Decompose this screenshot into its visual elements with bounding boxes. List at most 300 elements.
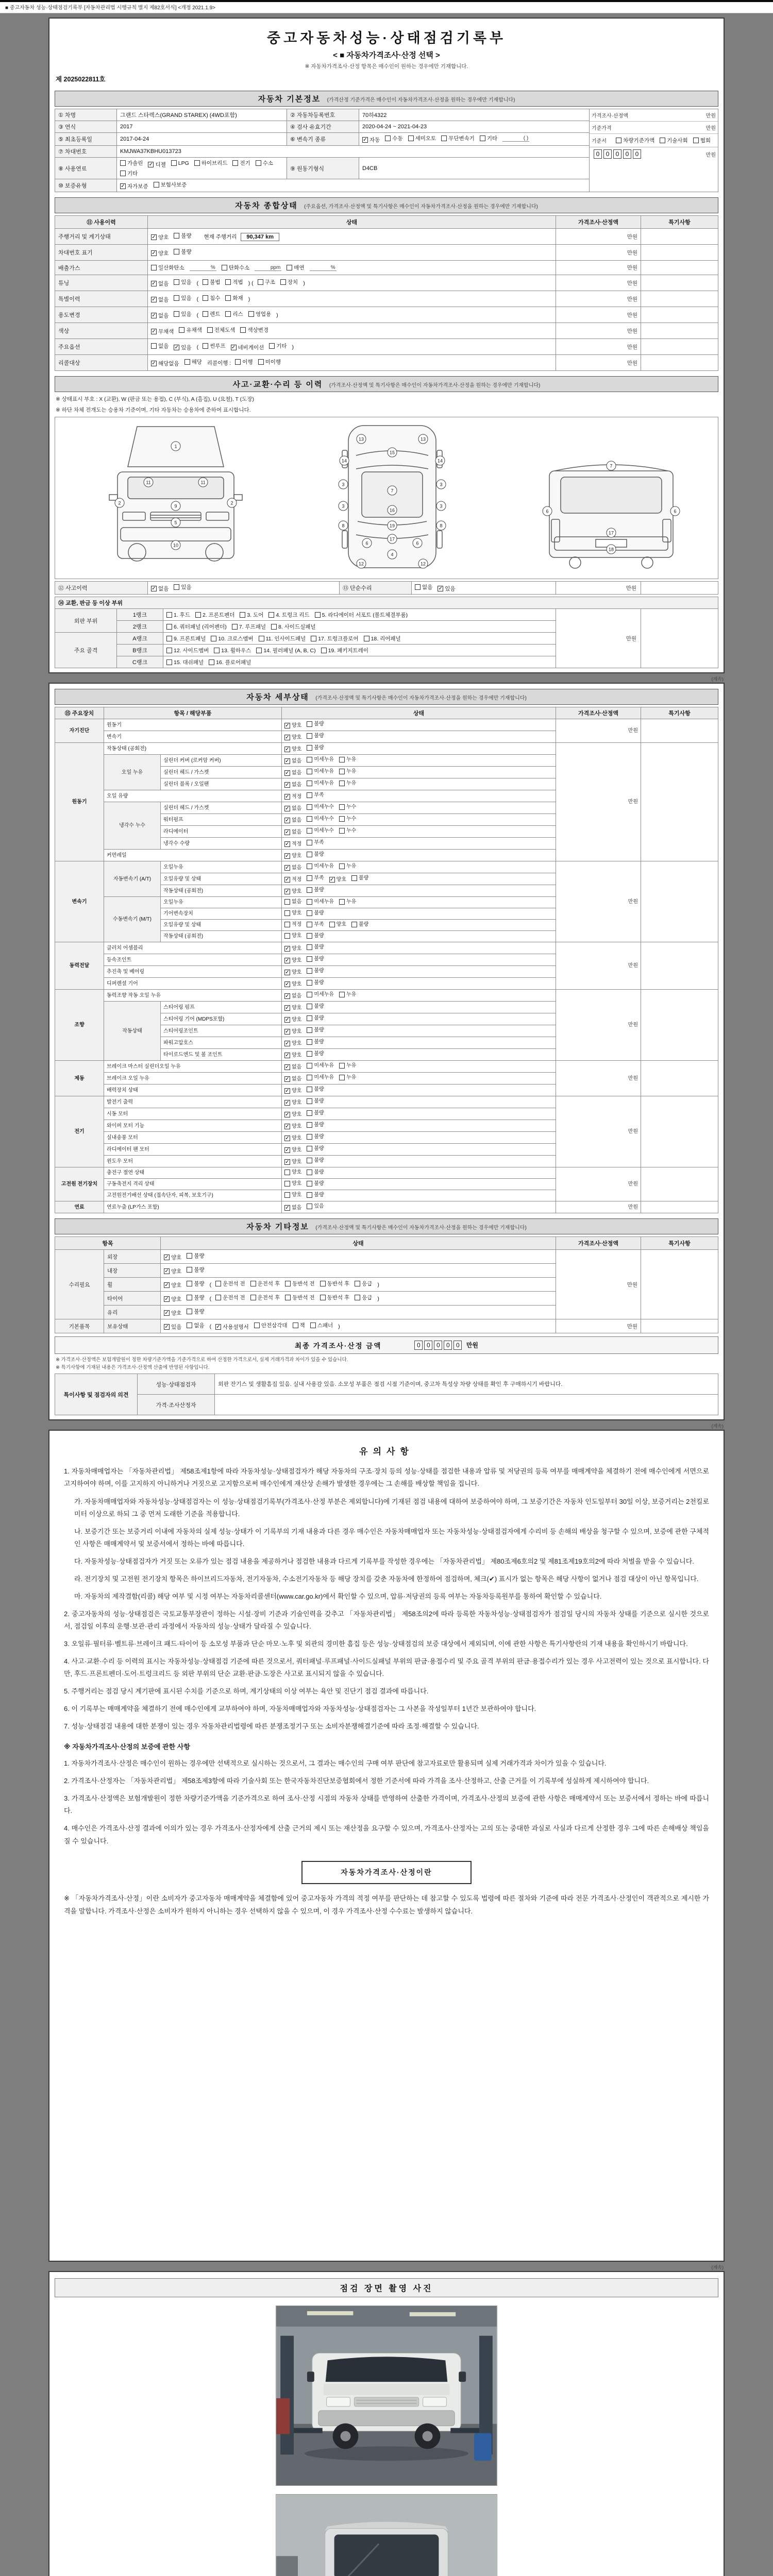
checkbox-item[interactable]: [355, 1280, 372, 1287]
checkbox-label: 양호: [292, 1053, 302, 1058]
checkbox-label: 보험사보증: [160, 182, 187, 188]
checkbox-item[interactable]: [441, 134, 475, 142]
checkbox-item[interactable]: [284, 1075, 301, 1083]
price-amount-row: [590, 147, 718, 161]
checkbox-item[interactable]: [203, 294, 220, 302]
checkbox-item[interactable]: [284, 1134, 301, 1142]
checkbox-item[interactable]: [187, 1308, 204, 1315]
checkbox-item[interactable]: [311, 635, 358, 642]
checkbox-item[interactable]: [307, 874, 324, 882]
checkbox-item[interactable]: [339, 898, 356, 906]
checkbox-item[interactable]: [307, 1191, 324, 1199]
checkbox-item[interactable]: [307, 744, 324, 752]
checkbox-checked-icon: ✓: [285, 794, 290, 800]
checkbox-item[interactable]: [151, 328, 174, 335]
checkbox-checked-icon: ✓: [285, 1076, 290, 1082]
checkbox-item[interactable]: [284, 1168, 301, 1176]
checkbox-item[interactable]: [284, 1123, 301, 1130]
checkbox-item[interactable]: [284, 745, 301, 753]
checkbox-label: 15. 대쉬패널: [174, 659, 204, 666]
checkbox-item[interactable]: [307, 1202, 324, 1210]
checkbox-item[interactable]: [287, 264, 336, 272]
checkbox-unchecked-icon: [307, 828, 312, 834]
checkbox-item[interactable]: [284, 840, 301, 848]
table-row: [55, 109, 718, 121]
checkbox-item[interactable]: [339, 862, 356, 870]
checkbox-item[interactable]: [321, 647, 368, 654]
checkbox-item[interactable]: [164, 1281, 181, 1289]
checkbox-label: 11. 인사이드패널: [265, 635, 306, 642]
checkbox-item[interactable]: [174, 248, 191, 256]
checkbox-item[interactable]: [120, 170, 138, 177]
svg-text:19: 19: [389, 523, 395, 529]
car-body-diagram: [55, 419, 719, 574]
checkbox-unchecked-icon: [339, 757, 345, 762]
checkbox-label: 누수: [346, 828, 357, 834]
checkbox-unchecked-icon: [307, 1192, 312, 1198]
checkbox-unchecked-icon: [232, 624, 238, 630]
checkbox-item[interactable]: [284, 1158, 301, 1166]
group-note-cell: [641, 743, 718, 861]
checkbox-item[interactable]: [215, 1323, 249, 1331]
checkbox-item[interactable]: [307, 1133, 324, 1141]
inline-label: ): [338, 1324, 340, 1330]
checkbox-item[interactable]: [307, 1145, 324, 1153]
checkbox-unchecked-icon: [287, 265, 292, 270]
checkbox-item[interactable]: [231, 344, 264, 351]
row-price-unit: 만원: [556, 307, 641, 323]
panel-number-marker: [227, 498, 237, 507]
checkbox-item[interactable]: [284, 1180, 301, 1188]
checkbox-label: 있음: [171, 1324, 182, 1330]
checkbox-label: 적정: [292, 877, 302, 883]
checkbox-item[interactable]: [256, 647, 315, 654]
checkbox-item[interactable]: [284, 888, 301, 895]
van-shadow: [305, 2447, 468, 2461]
checkbox-item[interactable]: [307, 851, 324, 858]
checkbox-item[interactable]: [187, 1294, 204, 1301]
checkbox-item[interactable]: [225, 310, 243, 318]
checkbox-item[interactable]: [284, 1204, 301, 1212]
checkbox-item[interactable]: [187, 1280, 204, 1287]
photos-section-title: 점검 장면 촬영 사진: [55, 2278, 718, 2297]
panel-number-marker: [543, 506, 552, 516]
part-rank: 2랭크: [117, 621, 163, 633]
item-label: 시동 모터: [104, 1108, 282, 1120]
checkbox-item[interactable]: [310, 1321, 333, 1329]
checkbox-item[interactable]: [693, 137, 711, 144]
checkbox-unchecked-icon: [184, 359, 190, 365]
item-label: 실린더 헤드 / 가스켓: [161, 802, 282, 814]
checkbox-label: 불량: [314, 980, 324, 986]
checkbox-item[interactable]: [307, 779, 334, 787]
etc-info-table: [55, 1236, 718, 1333]
checkbox-item[interactable]: [307, 1062, 334, 1070]
checkbox-unchecked-icon: [225, 311, 231, 317]
item-label: 작동상태 (공회전): [104, 743, 282, 755]
checkbox-item[interactable]: [339, 768, 356, 775]
checkbox-item[interactable]: [284, 781, 301, 789]
checkbox-item[interactable]: [307, 1168, 324, 1176]
checkbox-item[interactable]: [284, 957, 301, 964]
checkbox-item[interactable]: [164, 1267, 181, 1275]
checkbox-item[interactable]: [232, 159, 250, 167]
checkbox-item[interactable]: [307, 1003, 324, 1010]
checkbox-item[interactable]: [215, 1280, 245, 1287]
checkbox-item[interactable]: [174, 294, 191, 302]
checkbox-unchecked-icon: [284, 1192, 290, 1198]
checkbox-label: 12. 사이드멤버: [174, 647, 209, 654]
checkbox-label: 없음: [292, 1076, 302, 1082]
checkbox-item[interactable]: [209, 658, 251, 666]
checkbox-item[interactable]: [151, 312, 169, 319]
checkbox-item[interactable]: [187, 1252, 204, 1260]
checkbox-item[interactable]: [174, 310, 191, 318]
inline-label: (: [209, 1282, 212, 1288]
checkbox-item[interactable]: [164, 1309, 181, 1317]
checkbox-item[interactable]: [307, 943, 324, 951]
van-rear-illustration: [323, 2522, 451, 2576]
price-row-unit: 만원: [705, 126, 716, 131]
checkbox-item[interactable]: [225, 294, 243, 302]
checkbox-item[interactable]: [258, 278, 275, 286]
checkbox-item[interactable]: [307, 815, 334, 823]
checkbox-item[interactable]: [211, 635, 253, 642]
notice-paragraph: 3. 가격조사·산정액은 보험개발원이 정한 차량기준가액을 기준가격으로 하여 조사·산정 시점의 자동차 상태를 반영하여 산출한 가격이며, 가격조사·산정의 보증에 관한 사항은 매매계약서 또는 보증서에서 정하는 바에 따릅니다.: [64, 1794, 709, 1815]
table-header-row: [55, 1237, 718, 1250]
checkbox-item[interactable]: [203, 310, 220, 318]
checkbox-item[interactable]: [284, 805, 301, 812]
checkbox-item[interactable]: [120, 159, 143, 167]
checkbox-label: 8. 사이드실패널: [278, 623, 316, 630]
checkbox-item[interactable]: [166, 623, 227, 631]
checkbox-item[interactable]: [203, 342, 225, 350]
checkbox-item[interactable]: [268, 611, 309, 619]
checkbox-item[interactable]: [307, 1074, 334, 1081]
checkbox-item[interactable]: [616, 137, 654, 144]
checkbox-item[interactable]: [254, 1321, 288, 1329]
checkbox-item[interactable]: [232, 623, 266, 631]
checkbox-unchecked-icon: [307, 757, 312, 762]
checkbox-item[interactable]: [307, 1026, 324, 1034]
checkbox-item[interactable]: [179, 326, 201, 334]
checkbox-item[interactable]: [166, 647, 209, 654]
checkbox-item[interactable]: [307, 1121, 324, 1129]
checkbox-item[interactable]: [339, 991, 356, 998]
item-label: 실린더 커버 (로커암 커버): [161, 755, 282, 767]
item-label: 기어변속장치: [161, 908, 282, 920]
inspection-period-value: 2020-04-24 ~ 2021-04-23: [359, 121, 590, 133]
checkbox-item[interactable]: [307, 898, 334, 906]
checkbox-item[interactable]: [339, 756, 356, 764]
checkbox-unchecked-icon: [307, 769, 312, 774]
checkbox-item[interactable]: [151, 249, 169, 257]
etc-note-cell: [641, 1250, 718, 1319]
checkbox-unchecked-icon: [215, 1281, 221, 1286]
checkbox-label: 불량: [358, 875, 369, 881]
checkbox-unchecked-icon: [307, 1122, 312, 1128]
checkbox-item[interactable]: [284, 852, 301, 860]
checkbox-label: 매연: [294, 265, 305, 271]
overall-row: [55, 261, 718, 275]
checkbox-item[interactable]: [284, 828, 301, 836]
checkbox-item[interactable]: [307, 791, 324, 799]
checkbox-item[interactable]: [215, 1294, 245, 1301]
checkbox-item[interactable]: [250, 1294, 280, 1301]
checkbox-item[interactable]: [164, 1323, 181, 1331]
checkbox-item[interactable]: [207, 326, 236, 334]
checkbox-item[interactable]: [284, 898, 301, 906]
checkbox-item[interactable]: [174, 583, 191, 591]
column-header-note: 특기사항: [641, 216, 718, 229]
checkbox-item[interactable]: [307, 1038, 324, 1046]
checkbox-item[interactable]: [362, 136, 380, 144]
checkbox-unchecked-icon: [307, 1110, 312, 1116]
checkbox-item[interactable]: [166, 658, 204, 666]
checkbox-item[interactable]: [235, 358, 253, 366]
checkbox-label: 누유: [346, 899, 357, 905]
checkbox-item[interactable]: [284, 793, 301, 801]
checkbox-item[interactable]: [307, 1014, 324, 1022]
checkbox-item[interactable]: [174, 278, 191, 286]
checkbox-item[interactable]: [171, 160, 189, 166]
checkbox-item[interactable]: [284, 769, 301, 777]
checkbox-item[interactable]: [256, 159, 273, 167]
checkbox-item[interactable]: [307, 720, 324, 728]
checkbox-item[interactable]: [307, 886, 324, 894]
checkbox-item[interactable]: [284, 1191, 301, 1199]
checkbox-item[interactable]: [307, 1086, 324, 1093]
checkbox-item[interactable]: [195, 611, 234, 619]
item-state: [282, 1061, 556, 1073]
checkbox-item[interactable]: [307, 1097, 324, 1105]
etc-item-state: [161, 1306, 556, 1319]
checkbox-item[interactable]: [355, 1294, 372, 1301]
exchanged-panel-rows: [55, 609, 718, 668]
checkbox-item[interactable]: [351, 921, 368, 928]
final-price-note-line: ※ 가격조사·산정액은 보험개발원이 정한 차량기준가액을 기준가격으로 하여 산정한 가격으로서, 실제 거래가격과 차이가 있을 수 있습니다.: [56, 1357, 348, 1363]
checkbox-checked-icon: ✓: [152, 329, 156, 334]
checkbox-item[interactable]: [284, 722, 301, 730]
checkbox-item[interactable]: [307, 862, 334, 870]
checkbox-item[interactable]: [194, 159, 228, 167]
checkbox-item[interactable]: [284, 909, 301, 917]
checkbox-item[interactable]: [339, 779, 356, 787]
checkbox-item[interactable]: [284, 1063, 301, 1071]
checkbox-item[interactable]: [307, 921, 324, 928]
checkbox-item[interactable]: [280, 278, 298, 286]
checkbox-item[interactable]: [151, 585, 169, 592]
checkbox-item[interactable]: [269, 342, 287, 350]
checkbox-item[interactable]: [339, 815, 356, 823]
checkbox-label: 일산화탄소: [158, 265, 184, 271]
checkbox-item[interactable]: [240, 611, 263, 619]
checkbox-item[interactable]: [284, 757, 301, 765]
checkbox-item[interactable]: [151, 233, 169, 241]
checkbox-item[interactable]: [408, 134, 436, 142]
checkbox-label: 미이행: [265, 359, 281, 365]
checkbox-item[interactable]: [480, 134, 529, 142]
checkbox-unchecked-icon: [307, 852, 312, 857]
checkbox-item[interactable]: [120, 182, 148, 190]
checkbox-item[interactable]: [240, 326, 268, 334]
checkbox-item[interactable]: [284, 1028, 301, 1036]
checkbox-label: 차량기준가액: [623, 138, 655, 144]
checkbox-item[interactable]: [284, 817, 301, 824]
row-note-cell: [641, 323, 718, 339]
checkbox-item[interactable]: [307, 991, 334, 998]
checkbox-unchecked-icon: [187, 1295, 192, 1300]
checkbox-item[interactable]: [320, 1280, 350, 1287]
checkbox-label: 미세누유: [314, 1063, 334, 1069]
checkbox-item[interactable]: [174, 232, 191, 240]
checkbox-item[interactable]: [415, 583, 432, 591]
checkbox-item[interactable]: [285, 1294, 315, 1301]
checkbox-item[interactable]: [151, 342, 169, 350]
checkbox-item[interactable]: [166, 611, 190, 619]
device-label: 전기: [55, 1096, 104, 1167]
checkbox-item[interactable]: [151, 280, 169, 287]
checkbox-label: 양호: [292, 747, 302, 752]
table-row: [55, 1395, 718, 1415]
checkbox-unchecked-icon: [120, 171, 126, 176]
checkbox-item[interactable]: [315, 611, 408, 619]
checkbox-item[interactable]: [284, 1087, 301, 1095]
device-label: 동력전달: [55, 942, 104, 990]
checkbox-item[interactable]: [307, 932, 324, 940]
checkbox-item[interactable]: [151, 264, 216, 272]
checkbox-item[interactable]: [250, 1280, 280, 1287]
overall-row: [55, 323, 718, 339]
checkbox-item[interactable]: [339, 1062, 356, 1070]
checkbox-item[interactable]: [148, 161, 165, 168]
checkbox-item[interactable]: [284, 980, 301, 988]
checkbox-item[interactable]: [248, 310, 271, 318]
checkbox-item[interactable]: [307, 1180, 324, 1188]
checkbox-item[interactable]: [329, 876, 346, 884]
checkbox-item[interactable]: [258, 358, 281, 366]
checkbox-item[interactable]: [187, 1321, 204, 1329]
inline-label: ): [377, 1282, 379, 1288]
checkbox-item[interactable]: [284, 734, 301, 741]
svg-text:6: 6: [416, 540, 419, 546]
checkbox-item[interactable]: [285, 1280, 315, 1287]
part-rank: C랭크: [117, 656, 163, 668]
checkbox-item[interactable]: [339, 1074, 356, 1081]
checkbox-item[interactable]: [284, 1052, 301, 1059]
checkbox-unchecked-icon: [693, 138, 699, 143]
checkbox-label: 누유: [346, 992, 357, 997]
checkbox-item[interactable]: [284, 1040, 301, 1047]
checkbox-item[interactable]: [203, 278, 220, 286]
checkbox-item[interactable]: [438, 585, 455, 592]
checkbox-item[interactable]: [284, 876, 301, 884]
checkbox-label: 양호: [292, 1136, 302, 1141]
checkbox-item[interactable]: [284, 932, 301, 940]
checkbox-item[interactable]: [307, 756, 334, 764]
checkbox-item[interactable]: [187, 1266, 204, 1274]
checkbox-item[interactable]: [307, 1109, 324, 1117]
checkbox-item[interactable]: [184, 358, 202, 366]
detail-row: [55, 719, 718, 731]
checkbox-item[interactable]: [174, 344, 191, 351]
checkbox-label: 운전석 전: [223, 1295, 245, 1301]
checkbox-item[interactable]: [284, 992, 301, 1000]
checkbox-item[interactable]: [164, 1295, 181, 1303]
checkbox-item[interactable]: [284, 1004, 301, 1012]
checkbox-checked-icon: ✓: [152, 361, 156, 366]
checkbox-item[interactable]: [307, 1050, 324, 1058]
overall-row: [55, 307, 718, 323]
checkbox-item[interactable]: [284, 969, 301, 976]
checkbox-item[interactable]: [307, 1157, 324, 1164]
checkbox-item[interactable]: [307, 967, 324, 975]
item-label: 브레이크 오일 누유: [104, 1073, 282, 1084]
checkbox-item[interactable]: [660, 137, 688, 144]
checkbox-item[interactable]: [284, 945, 301, 953]
checkbox-item[interactable]: [307, 768, 334, 775]
checkbox-item[interactable]: [307, 909, 324, 917]
checkbox-item[interactable]: [151, 360, 179, 367]
checkbox-item[interactable]: [307, 839, 324, 846]
checkbox-label: 있음: [181, 295, 192, 301]
checkbox-item[interactable]: [284, 921, 301, 928]
checkbox-label: 누수: [346, 804, 357, 810]
checkbox-item[interactable]: [284, 1111, 301, 1118]
checkbox-item[interactable]: [293, 1321, 305, 1329]
svg-text:9: 9: [174, 503, 177, 509]
checkbox-item[interactable]: [154, 181, 187, 189]
checkbox-item[interactable]: [164, 1253, 181, 1261]
checkbox-item[interactable]: [351, 874, 368, 882]
checkbox-item[interactable]: [222, 264, 282, 272]
svg-text:3: 3: [342, 503, 345, 509]
checkbox-item[interactable]: [320, 1294, 350, 1301]
checkbox-item[interactable]: [214, 647, 251, 654]
checkbox-item[interactable]: [307, 979, 324, 987]
row-price-unit: 만원: [556, 355, 641, 371]
checkbox-item[interactable]: [284, 864, 301, 872]
checkbox-item[interactable]: [284, 1016, 301, 1024]
blue-drum: [474, 2433, 492, 2461]
checkbox-item[interactable]: [307, 955, 324, 963]
item-label: 실린더 헤드 / 가스켓: [161, 767, 282, 778]
amount-digit: 0: [453, 1341, 462, 1350]
item-state: [282, 1108, 556, 1120]
checkbox-item[interactable]: [307, 827, 334, 835]
blank-field: ppm: [255, 265, 281, 271]
checkbox-item[interactable]: [329, 921, 346, 928]
checkbox-label: 불량: [314, 1146, 324, 1151]
checkbox-item[interactable]: [166, 635, 206, 642]
checkbox-item[interactable]: [307, 732, 324, 740]
checkbox-label: 응급: [362, 1281, 373, 1287]
checkbox-item[interactable]: [339, 803, 356, 811]
checkbox-item[interactable]: [259, 635, 306, 642]
checkbox-item[interactable]: [225, 278, 243, 286]
checkbox-item[interactable]: [364, 635, 401, 642]
checkbox-checked-icon: ✓: [285, 865, 290, 871]
checkbox-label: 없음: [194, 1323, 205, 1329]
checkbox-item[interactable]: [284, 1099, 301, 1107]
checkbox-item[interactable]: [284, 1146, 301, 1154]
checkbox-item[interactable]: [385, 134, 402, 142]
checkbox-item[interactable]: [151, 296, 169, 303]
checkbox-item[interactable]: [271, 623, 316, 631]
item-state: [282, 826, 556, 838]
checkbox-item[interactable]: [307, 803, 334, 811]
checkbox-item[interactable]: [339, 827, 356, 835]
